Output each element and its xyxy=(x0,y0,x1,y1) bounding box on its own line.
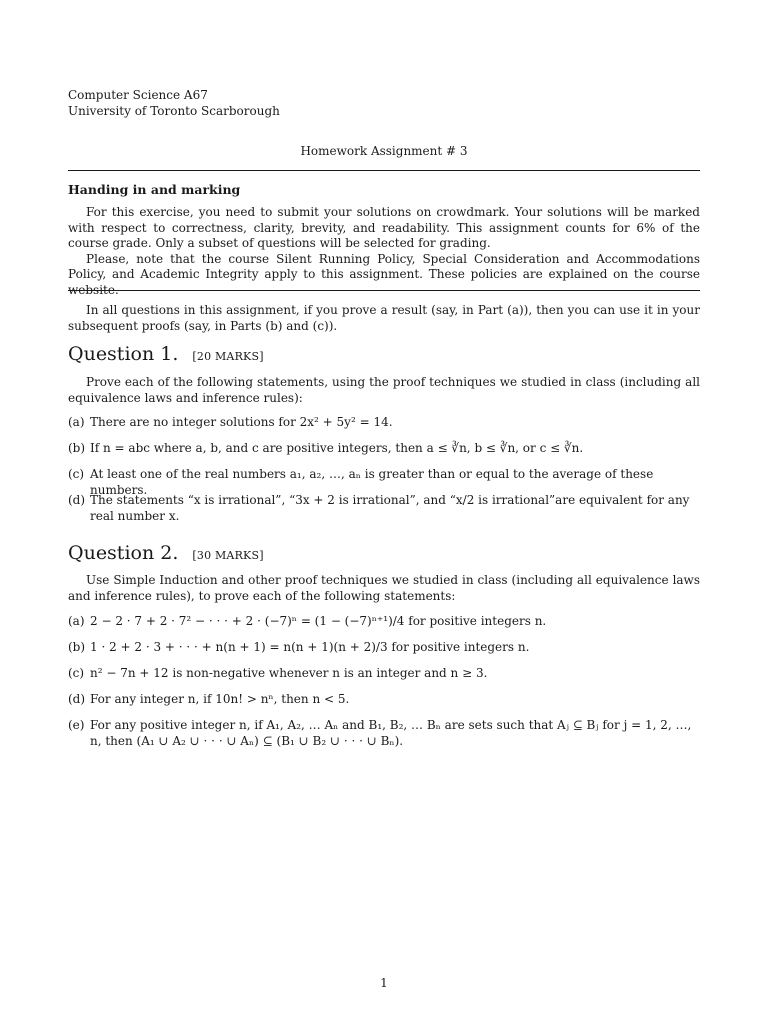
item-label: (d) xyxy=(68,493,86,507)
assignment-title: Homework Assignment # 3 xyxy=(300,144,468,158)
item-text: 2 − 2 · 7 + 2 · 7² − · · · + 2 · (−7)ⁿ = (1 − (−7)ⁿ⁺¹)/4 for positive integers n. xyxy=(90,614,547,628)
handing-title: Handing in and marking xyxy=(68,182,241,197)
question-2-item-c xyxy=(68,666,700,682)
item-text: 1 · 2 + 2 · 3 + · · · + n(n + 1) = n(n + 1)(n + 2)/3 for positive integers n. xyxy=(90,640,530,654)
item-text: The statements “x is irrational”, “3x + 2 is irrational”, and “x/2 is irrational”are equivalent for any real number x. xyxy=(90,493,690,523)
question-1-heading xyxy=(68,343,700,365)
question-1-item-d xyxy=(68,493,700,524)
question-1-item-b xyxy=(68,441,700,457)
question-2-title: Question 2. xyxy=(68,542,179,564)
course-info xyxy=(68,88,280,120)
item-label: (b) xyxy=(68,441,86,455)
university-name: University of Toronto Scarborough xyxy=(68,104,280,118)
handing-paragraph-2: Please, note that the course Silent Running Policy, Special Consideration and Accommodations Policy, and Academic Integrity apply to this assignment. These policies are explained on the course website. xyxy=(68,251,700,297)
handing-body xyxy=(68,205,700,298)
question-2-description: Use Simple Induction and other proof techniques we studied in class (including all equivalence laws and inference rules), to prove each of the following statements: xyxy=(68,573,700,603)
course-name: Computer Science A67 xyxy=(68,88,208,102)
question-2-heading xyxy=(68,542,700,564)
item-text: There are no integer solutions for 2x² + 5y² = 14. xyxy=(90,415,393,429)
top-divider xyxy=(68,170,700,171)
item-label: (c) xyxy=(68,467,85,481)
handing-paragraph-1: For this exercise, you need to submit your solutions on crowdmark. Your solutions will be marked with respect to correctness, clarity, brevity, and readability. This assignment counts for 6% of the course grade. Only a subset of questions will be selected for grading. xyxy=(68,205,700,250)
item-text: For any positive integer n, if A₁, A₂, … Aₙ and B₁, B₂, … Bₙ are sets such that Aⱼ ⊆ Bⱼ for j = 1, 2, …, n, then (A₁ ∪ A₂ ∪ · · · ∪ Aₙ) ⊆ (B₁ ∪ B₂ ∪ · · · ∪ Bₙ). xyxy=(90,718,692,748)
document-page xyxy=(68,0,700,1024)
item-label: (d) xyxy=(68,692,86,706)
item-label: (a) xyxy=(68,415,85,429)
item-text: n² − 7n + 12 is non-negative whenever n is an integer and n ≥ 3. xyxy=(90,666,488,680)
question-2-item-b xyxy=(68,640,700,656)
page-number: 1 xyxy=(380,976,388,990)
item-text: At least one of the real numbers a₁, a₂, …, aₙ is greater than or equal to the average of these numbers. xyxy=(90,467,654,497)
question-1-description: Prove each of the following statements, using the proof techniques we studied in class (including all equivalence laws and inference rules): xyxy=(68,375,700,405)
question-2-item-d xyxy=(68,692,700,708)
item-text: If n = abc where a, b, and c are positive integers, then a ≤ ∛n, b ≤ ∛n, or c ≤ ∛n. xyxy=(90,441,584,455)
item-label: (b) xyxy=(68,640,86,654)
bottom-divider xyxy=(68,290,700,291)
question-2-item-e xyxy=(68,718,700,749)
item-label: (c) xyxy=(68,666,85,680)
question-1-marks: [20 MARKS] xyxy=(192,350,264,363)
item-label: (a) xyxy=(68,614,85,628)
item-text: For any integer n, if 10n! > nⁿ, then n < 5. xyxy=(90,692,350,706)
question-2-item-a xyxy=(68,614,700,630)
question-2-marks: [30 MARKS] xyxy=(192,549,264,562)
question-1-item-a xyxy=(68,415,700,431)
question-1-title: Question 1. xyxy=(68,343,179,365)
intro-paragraph: In all questions in this assignment, if you prove a result (say, in Part (a)), then you can use it in your subsequent proofs (say, in Parts (b) and (c)). xyxy=(68,303,700,333)
item-label: (e) xyxy=(68,718,85,732)
